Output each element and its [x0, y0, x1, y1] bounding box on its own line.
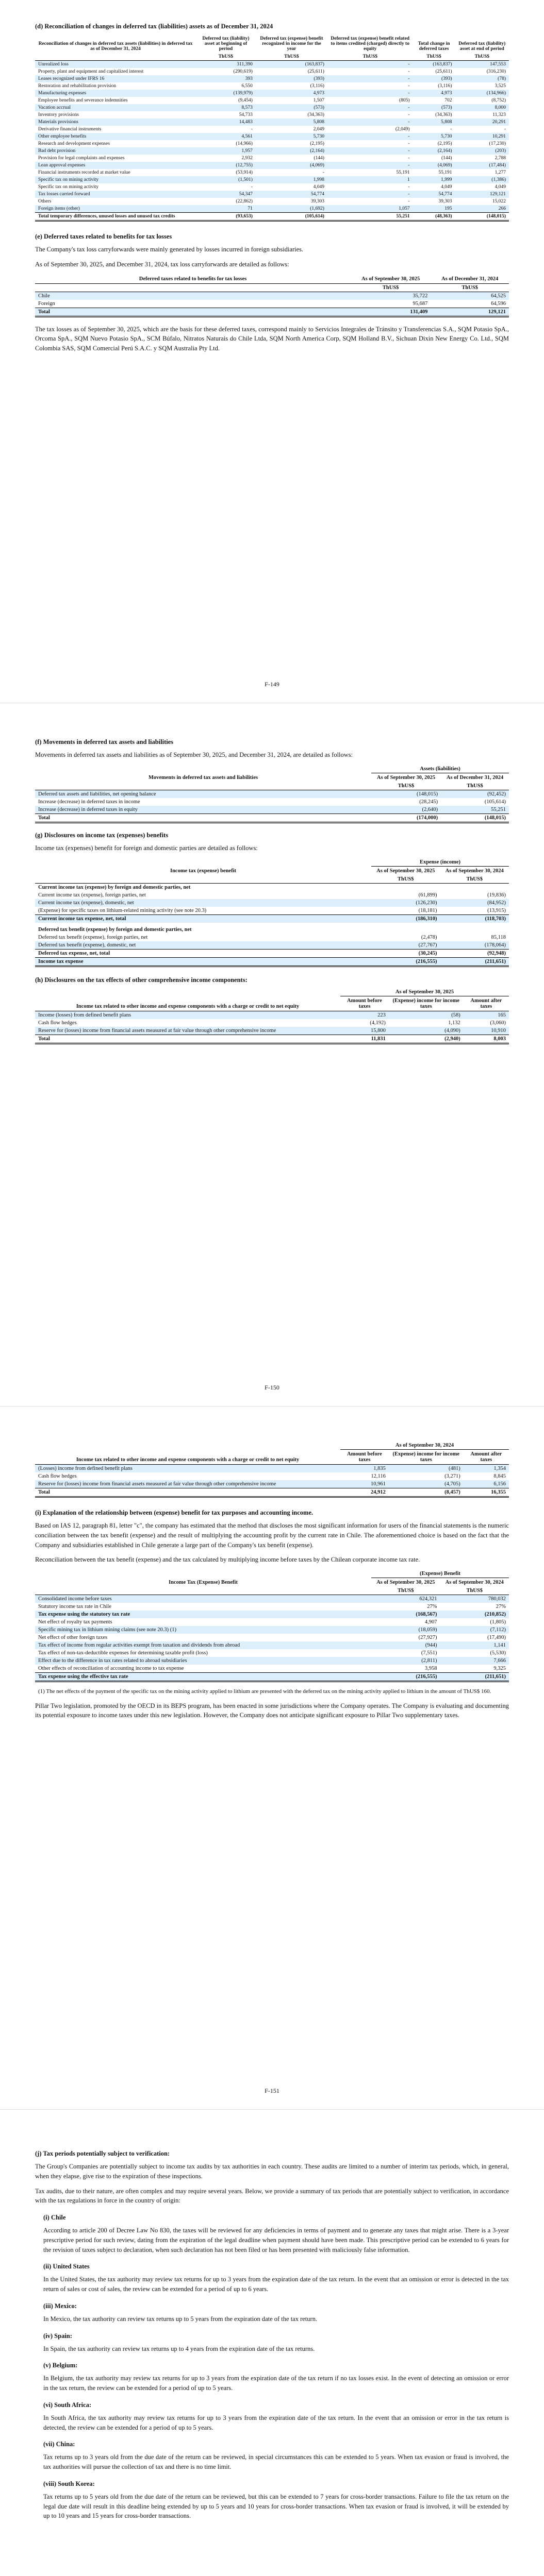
- page-f152: [0, 2110, 544, 2576]
- table-total-row: Total (174,000) (148,015): [35, 814, 509, 822]
- recon-col-header: Deferred tax (expense) benefit related to items credited (charged) directly to equity: [331, 36, 410, 52]
- unit-label: ThUS$: [413, 53, 455, 61]
- jurisdiction-title: (iv) Spain:: [43, 2332, 72, 2340]
- table-total-row: Total 11,831 (2,940) 8,003: [35, 1035, 509, 1043]
- section-title: Current income tax (expense) by foreign and domestic parties, net: [38, 884, 191, 890]
- paragraph: Reconciliation between the tax benefit (expense) and the tax calculated by multiplying income before taxes by the Chilean corporate income tax rate.: [35, 1556, 420, 1564]
- col-header: As of September 30, 2024: [445, 1580, 504, 1585]
- unit-label: ThUS$: [256, 53, 327, 61]
- table-row: Inventory provisions 54,733 (34,363) - (34,363) 11,323: [38, 112, 506, 117]
- unit-label: ThUS$: [327, 53, 413, 61]
- paragraph: Based on IAS 12, paragraph 81, letter "c", the company has estimated that the method that discloses the most significant information for users of the financial statements is the numeric conciliation between the tax benefit (expense) and the result of multiplying the accounting profit by the current rate in Chile. The aforementioned choice is based on the fact that the Company and subsidiaries established in Chile generate a large part of the Company's tax benefit (expense).: [35, 1522, 509, 1549]
- table-row: Current income tax (expense), foreign parties, net (61,899) (19,836): [38, 892, 506, 898]
- page-f151: [0, 1406, 544, 2110]
- table-row: Specific mining tax in lithium mining claims (see note 20.3) (1) (18,059) (7,112): [35, 1626, 509, 1634]
- paragraph: Income tax (expenses) benefit for foreign and domestic parties are detailed as follows:: [35, 844, 258, 852]
- unit-label: ThUS$: [440, 1587, 509, 1595]
- table-row: Deferred tax benefit (expense), domestic, net (27,767) (178,064): [35, 941, 509, 950]
- table-row: Cash flow hedges (4,192) 1,132 (3,060): [38, 1020, 506, 1026]
- table-total-row: Tax expense using the effective tax rate (216,555) (211,651): [35, 1673, 509, 1682]
- table-total-row: Total 24,912 (8,457) 16,355: [35, 1488, 509, 1497]
- group-header: As of September 30, 2024: [340, 1442, 509, 1450]
- table-row: (Losses) income from defined benefit plans 1,835 (481) 1,354: [35, 1465, 509, 1473]
- table-row: Reserve for (losses) income from financial assets measured at fair value through other comprehensive income 15,800 (4,090) 10,910: [35, 1027, 509, 1035]
- jurisdiction-text: Tax returns up to 5 years old from the due date of the return can be reviewed, but this can be extended to 7 years for cross-border transactions. Failure to file the tax return on the legal due date will result in this deadline being extended by up to 5 years and 10 years for cross-border transactions. When tax evasion or fraud is involved, it will be extended by up to 10 years and 15 years for cross-border transactions.: [43, 2493, 509, 2520]
- col-header: Amount before taxes: [340, 996, 389, 1011]
- table-row: Consolidated income before taxes 624,321 780,032: [35, 1595, 509, 1603]
- col-header: (Expense) income for income taxes: [389, 996, 464, 1011]
- jurisdiction-text: In Spain, the tax authority can review tax returns up to 4 years from the expiration date of the tax returns.: [43, 2345, 315, 2352]
- recon-col-header: Total change in deferred taxes: [418, 41, 450, 52]
- section-h-heading: (h) Disclosures on the tax effects of other comprehensive income components:: [35, 976, 248, 984]
- page-f149: [0, 0, 544, 703]
- table-header: Income Tax (Expense) Benefit: [169, 1580, 238, 1585]
- table-row: Chile 35,722 64,525: [35, 292, 509, 300]
- jurisdiction-title: (viii) South Korea:: [43, 2480, 95, 2487]
- table-row: Net effect of other foreign taxes (27,927) (17,490): [38, 1635, 506, 1640]
- loss-col-header: As of December 31, 2024: [431, 275, 509, 284]
- table-row: Other employee benefits 4,561 5,730 - 5,730 10,291: [35, 133, 509, 140]
- col-header: As of September 30, 2025: [376, 868, 435, 874]
- table-header: Movements in deferred tax assets and liabilities: [148, 774, 258, 781]
- table-row: Others (22,862) 39,303 - 39,303 15,022: [38, 199, 506, 204]
- table-row: Unrealized loss 311,390 (163,837) - (163,837) 147,553: [35, 61, 509, 69]
- table-row: Increase (decrease) in deferred taxes in equity (2,640) 55,251: [35, 806, 509, 814]
- paragraph: The Company's tax loss carryforwards were mainly generated by losses incurred in foreign subsidiaries.: [35, 246, 304, 253]
- table-header: Income tax related to other income and expense components with a charge or credit to net equity: [35, 996, 340, 1011]
- table-subtotal-row: Deferred tax expense, net, total (30,245) (92,948): [35, 949, 509, 957]
- table-row: Materials provisions 14,483 5,808 - 5,808 20,291: [35, 118, 509, 126]
- jurisdiction-text: Tax returns up to 3 years old from the due date of the return can be reviewed, in special circumstances this can be extended to 5 years. When tax evasion or fraud is involved, the tax authorities will pursue the collection of tax and there is no time limit.: [43, 2453, 509, 2470]
- recon-col-header: Reconciliation of changes in deferred tax assets (liabilities) in deferred tax as of December 31, 2024: [38, 41, 193, 52]
- table-row: Manufacturing expenses (139,979) 4,973 - 4,973 (134,966): [35, 90, 509, 97]
- col-header: Amount before taxes: [340, 1450, 389, 1465]
- jurisdiction-text: According to article 200 of Decree Law No 830, the taxes will be reviewed for any deficiencies in terms of payment and to generate any taxes that might arise. There is a 3-year prescriptive period for such review, dating from the expiration of the legal deadline when payment should have been made. This prescriptive period can be extended to 6 years for the revision of taxes subject to declaration, when such declaration has not been filed or has been presented with maliciously false information.: [43, 2227, 509, 2253]
- col-header: Amount after taxes: [464, 1450, 509, 1465]
- unit-label: ThUS$: [441, 782, 509, 790]
- table-total-row: Income tax expense (216,555) (211,651): [35, 957, 509, 966]
- unit-label: ThUS$: [371, 875, 440, 884]
- jurisdiction-title: (i) Chile: [43, 2214, 66, 2221]
- page-number: F-151: [265, 2087, 279, 2094]
- page-number: F-150: [265, 1384, 279, 1391]
- table-row: Deferred tax assets and liabilities, net opening balance (148,015) (92,452): [35, 790, 509, 798]
- jurisdiction-title: (v) Belgium:: [43, 2362, 78, 2369]
- table-row: Income (losses) from defined benefit plans 223 (58) 165: [35, 1011, 509, 1019]
- deferred-tax-reconciliation-table: [35, 35, 509, 222]
- recon-col-header: Deferred tax (expense) benefit recognized in income for the year: [260, 36, 323, 52]
- tax-rate-reconciliation-table: [35, 1570, 509, 1682]
- table-row: Other effects of reconciliation of accounting income to tax expense 3,958 9,325: [38, 1666, 506, 1671]
- table-row: Financial instruments recorded at market value (53,914) - 55,191 55,191 1,277: [38, 170, 506, 175]
- section-d-heading: (d) Reconciliation of changes in deferred tax (liabilities) assets as of December 31, 2024: [35, 23, 273, 30]
- table-row: Research and development expenses (14,966) (2,195) - (2,195) (17,230): [38, 141, 506, 146]
- deferred-movements-table: [35, 765, 509, 823]
- group-header: Assets (liabilities): [371, 765, 509, 773]
- table-row: Tax effect of non-tax-deductible expenses for determining taxable profit (loss) (7,551) (5,530): [38, 1650, 506, 1656]
- table-header: Income tax related to other income and expense components with a charge or credit to net equity: [35, 1450, 340, 1465]
- unit-label: ThUS$: [351, 283, 431, 292]
- section-g-heading: (g) Disclosures on income tax (expenses) benefits: [35, 831, 169, 839]
- page-number: F-149: [265, 681, 279, 688]
- section-e-heading: (e) Deferred taxes related to benefits for tax losses: [35, 233, 172, 240]
- table-row: Foreign items (other) 71 (1,692) 1,057 195 266: [35, 205, 509, 213]
- table-header: Income tax (expense) benefit: [170, 868, 236, 874]
- table-row: Leases recognized under IFRS 16 393 (393) - (393) (78): [35, 75, 509, 82]
- unit-label: ThUS$: [371, 782, 441, 790]
- paragraph: Tax audits, due to their nature, are often complex and may require several years. Below, we provide a summary of tax periods that are potentially subject to verification, in accordance with the tax regulations in force in the country of origin:: [35, 2187, 509, 2205]
- table-row: Specific tax on mining activity - 4,049 - 4,049 4,049: [38, 184, 506, 190]
- table-row: Statutory income tax rate in Chile 27% 27%: [38, 1604, 506, 1609]
- table-row: Tax effect of income from regular activities exempt from taxation and dividends from abroad (944) 1,141: [35, 1641, 509, 1649]
- recon-col-header: Deferred tax (liability) asset at beginning of period: [202, 36, 250, 52]
- unit-label: ThUS$: [431, 283, 509, 292]
- table-row: Specific tax on mining activity (1,501) 1,998 1 1,999 (1,386): [35, 176, 509, 183]
- table-row: Derivative financial instruments - 2,049 (2,049) - -: [38, 127, 506, 132]
- table-row: (Expense) for specific taxes on lithium-related mining activity (see note 20.3) (18,181) (13,915): [38, 907, 506, 913]
- table-row: Restoration and rehabilitation provision 6,550 (3,116) - (3,116) 3,525: [38, 83, 506, 89]
- col-header: Amount after taxes: [464, 996, 509, 1011]
- jurisdiction-text: In Mexico, the tax authority can review tax returns up to 5 years from the expiration date of the tax return.: [43, 2315, 318, 2323]
- oci-tax-effects-2024-table: [35, 1442, 509, 1498]
- table-total-row: Total 131,409 129,121: [35, 308, 509, 316]
- jurisdiction-text: In Belgium, the tax authority may review tax returns for up to 3 years from the expiration date of the tax return if no tax losses exist. In the event of detecting an omission or error in the tax return, the review can be extended for a period of up to 5 years.: [43, 2375, 509, 2392]
- table-row: Employee benefits and severance indemnities (9,454) 1,507 (805) 702 (8,752): [38, 98, 506, 103]
- section-j-heading: (j) Tax periods potentially subject to verification:: [35, 2150, 170, 2157]
- table-total-row: Total temporary differences, unused losses and unused tax credits (93,653) (105,614) 55,251 (48,363) (148,015): [35, 213, 509, 221]
- page-f150: [0, 703, 544, 1406]
- unit-label: ThUS$: [371, 1587, 440, 1595]
- table-row: Vacation accrual 8,573 (573) - (573) 8,000: [35, 104, 509, 111]
- table-row: Reserve for (losses) income from financial assets measured at fair value through other comprehensive income 10,961 (4,705) 6,156: [35, 1480, 509, 1488]
- table-row: Tax losses carried forward 54,347 54,774 - 54,774 129,121: [35, 191, 509, 198]
- group-header: As of September 30, 2025: [340, 988, 509, 996]
- col-header: As of September 30, 2025: [376, 1580, 435, 1585]
- table-row: Effect due to the difference in tax rates related to abroad subsidiaries (2,811) 7,666: [35, 1657, 509, 1665]
- table-subtotal-row: Current income tax expense, net, total (186,310) (118,703): [35, 914, 509, 923]
- section-f-heading: (f) Movements in deferred tax assets and liabilities: [35, 738, 174, 745]
- jurisdiction-title: (vii) China:: [43, 2441, 75, 2448]
- table-row: Bad debt provision 1,957 (2,164) - (2,164) (203): [35, 147, 509, 155]
- unit-label: ThUS$: [440, 875, 509, 884]
- loss-col-header: As of September 30, 2025: [351, 275, 431, 284]
- paragraph: Movements in deferred tax assets and liabilities as of September 30, 2025, and December 31, 2024, are detailed as follows:: [35, 751, 353, 758]
- group-header: Expense (income): [371, 858, 509, 867]
- section-title: Deferred tax benefit (expense) by foreign and domestic parties, net: [38, 926, 192, 933]
- table-row: Cash flow hedges 12,116 (3,271) 8,845: [38, 1473, 506, 1479]
- footnote: (1) The net effects of the payment of the specific tax on the mining activity applied to lithium are presented with the deferred tax on the mining activity applied to lithium in the amount of ThUS$ 160.: [38, 1688, 491, 1694]
- group-header: (Expense) Benefit: [371, 1570, 509, 1578]
- unit-label: ThUS$: [196, 53, 256, 61]
- jurisdiction-title: (ii) United States: [43, 2263, 90, 2270]
- paragraph: Pillar Two legislation, promoted by the OECD in its BEPS program, has been enacted in some jurisdictions where the Company operates. The Company is evaluating and documenting its potential exposure to income taxes under this new legislation. However, the Company does not anticipate significant exposure to Pillar Two supplementary taxes.: [35, 1702, 509, 1719]
- table-row: Current income tax (expense), domestic, net (126,230) (84,952): [35, 899, 509, 907]
- table-row: Increase (decrease) in deferred taxes in income (28,245) (105,614): [38, 799, 506, 805]
- loss-table-header: Deferred taxes related to benefits for tax losses: [35, 275, 351, 284]
- table-row: Property, plant and equipment and capitalized interest (290,619) (25,611) - (25,611) (316,230): [38, 69, 506, 74]
- jurisdiction-list: [35, 2214, 509, 2521]
- section-i-heading: (i) Explanation of the relationship between (expense) benefit for tax purposes and accounting income.: [35, 1509, 314, 1516]
- paragraph: As of September 30, 2025, and December 31, 2024, tax loss carryforwards are detailed as follows:: [35, 260, 289, 268]
- jurisdiction-text: In South Africa, the tax authority may review tax returns for up to 3 years from the expiration date of the tax return. In the event that an omission or error in the tax return is detected, the review can be extended for a period of up to 5 years.: [43, 2414, 509, 2431]
- jurisdiction-title: (iii) Mexico:: [43, 2302, 77, 2310]
- jurisdiction-text: In the United States, the tax authority may review tax returns for up to 3 years from the expiration date of the tax return. In the event that an omission or error is detected in the tax return of sales or cost of sales, the review can be extended for a period of up to 6 years.: [43, 2276, 509, 2293]
- recon-col-header: Deferred tax (liability) asset at end of period: [458, 41, 506, 52]
- table-row: Net effect of royalty tax payments 4,907 (1,805): [38, 1619, 506, 1625]
- table-row: Lean approval expenses (12,755) (4,069) - (4,069) (17,484): [35, 162, 509, 169]
- paragraph: The Group's Companies are potentially subject to income tax audits by tax authorities in each country. These audits are limited to a number of interim tax periods, which, in general, when they elapse, give rise to the expiration of these inspections.: [35, 2163, 509, 2180]
- table-row: Tax expense using the statutory tax rate (168,567) (210,852): [35, 1611, 509, 1618]
- col-header: As of September 30, 2025: [376, 774, 436, 781]
- col-header: (Expense) income for income taxes: [389, 1450, 464, 1465]
- income-tax-expense-table: [35, 858, 509, 967]
- table-row: Foreign 95,687 64,596: [38, 300, 506, 307]
- oci-tax-effects-2025-table: [35, 988, 509, 1044]
- table-row: Provision for legal complaints and expenses 2,932 (144) - (144) 2,788: [38, 156, 506, 161]
- tax-loss-table: [35, 275, 509, 317]
- unit-label: ThUS$: [455, 53, 509, 61]
- col-header: As of September 30, 2024: [445, 868, 504, 874]
- table-row: Deferred tax benefit (expense), foreign parties, net (2,478) 85,118: [38, 934, 506, 940]
- paragraph: The tax losses as of September 30, 2025, which are the basis for these deferred taxes, correspond mainly to Servicios Integrales de Tránsito y Transferencias S.A., SQM Potasio SpA., Orcoma SpA., SQM Nuevo Potasio SpA., SCM Búfalo, Nitratos Naturais do Chile Ltda, SQM North America Corp, SQM Holland B.V., Sichuan Dixin New Energy Co. Ltd., SQM Colombia SAS, SQM Comercial Perú S.A.C. y SQM Australia Pty Ltd.: [35, 325, 509, 352]
- jurisdiction-title: (vi) South Africa:: [43, 2401, 92, 2409]
- col-header: As of December 31, 2024: [446, 774, 504, 781]
